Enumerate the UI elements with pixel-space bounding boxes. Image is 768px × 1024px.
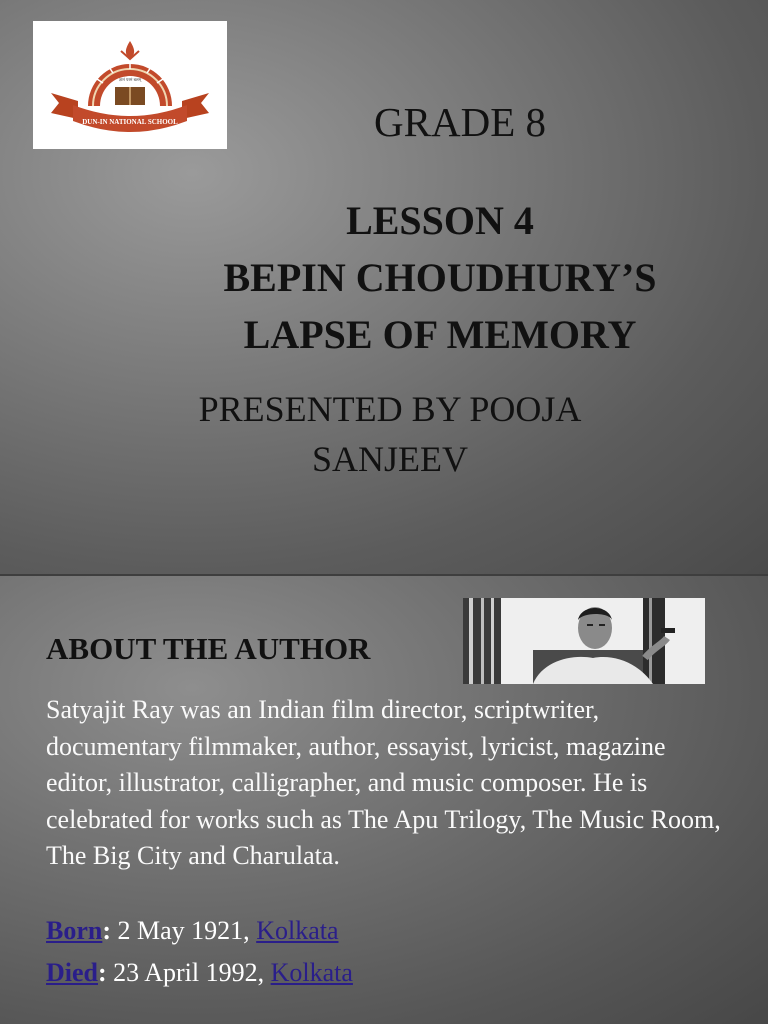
born-link[interactable]: Born [46, 916, 103, 945]
author-bio: Satyajit Ray was an Indian film director, scriptwriter, documentary filmmaker, author, essayist, lyricist, magazine editor, illustrator, calligrapher, and music composer. He is celebrated for works such as The Apu Trilogy, The Music Room, The Big City and Charulata. [46, 695, 721, 870]
born-date: 2 May 1921, [117, 916, 257, 945]
school-logo [33, 21, 227, 149]
grade-heading: GRADE 8 [374, 99, 546, 145]
school-motto-text: ज्ञानं परमं बलम् [118, 77, 142, 82]
author-photo [463, 598, 705, 684]
school-logo-emblem [33, 21, 227, 149]
author-slide [0, 576, 768, 1024]
born-place-link[interactable]: Kolkata [256, 916, 339, 945]
author-photo-image [463, 598, 705, 684]
lesson-name-line-1: BEPIN CHOUDHURY’S [223, 255, 657, 300]
born-separator: : [102, 916, 112, 945]
died-place-link[interactable]: Kolkata [270, 958, 353, 987]
presenter-line-2: SANJEEV [311, 439, 468, 479]
died-fact [46, 958, 353, 988]
born-fact [46, 916, 339, 946]
died-date: 23 April 1992, [113, 958, 271, 987]
presenter [140, 384, 640, 484]
died-separator: : [98, 958, 107, 987]
lesson-name-line-2: LAPSE OF MEMORY [243, 312, 637, 357]
about-author-heading: ABOUT THE AUTHOR [46, 631, 371, 666]
school-name-text: DUN-IN NATIONAL SCHOOL [82, 118, 178, 126]
lesson-number: LESSON 4 [346, 198, 534, 243]
died-link[interactable]: Died [46, 958, 98, 987]
lesson-title [130, 192, 750, 363]
presenter-line-1: PRESENTED BY POOJA [198, 389, 582, 429]
